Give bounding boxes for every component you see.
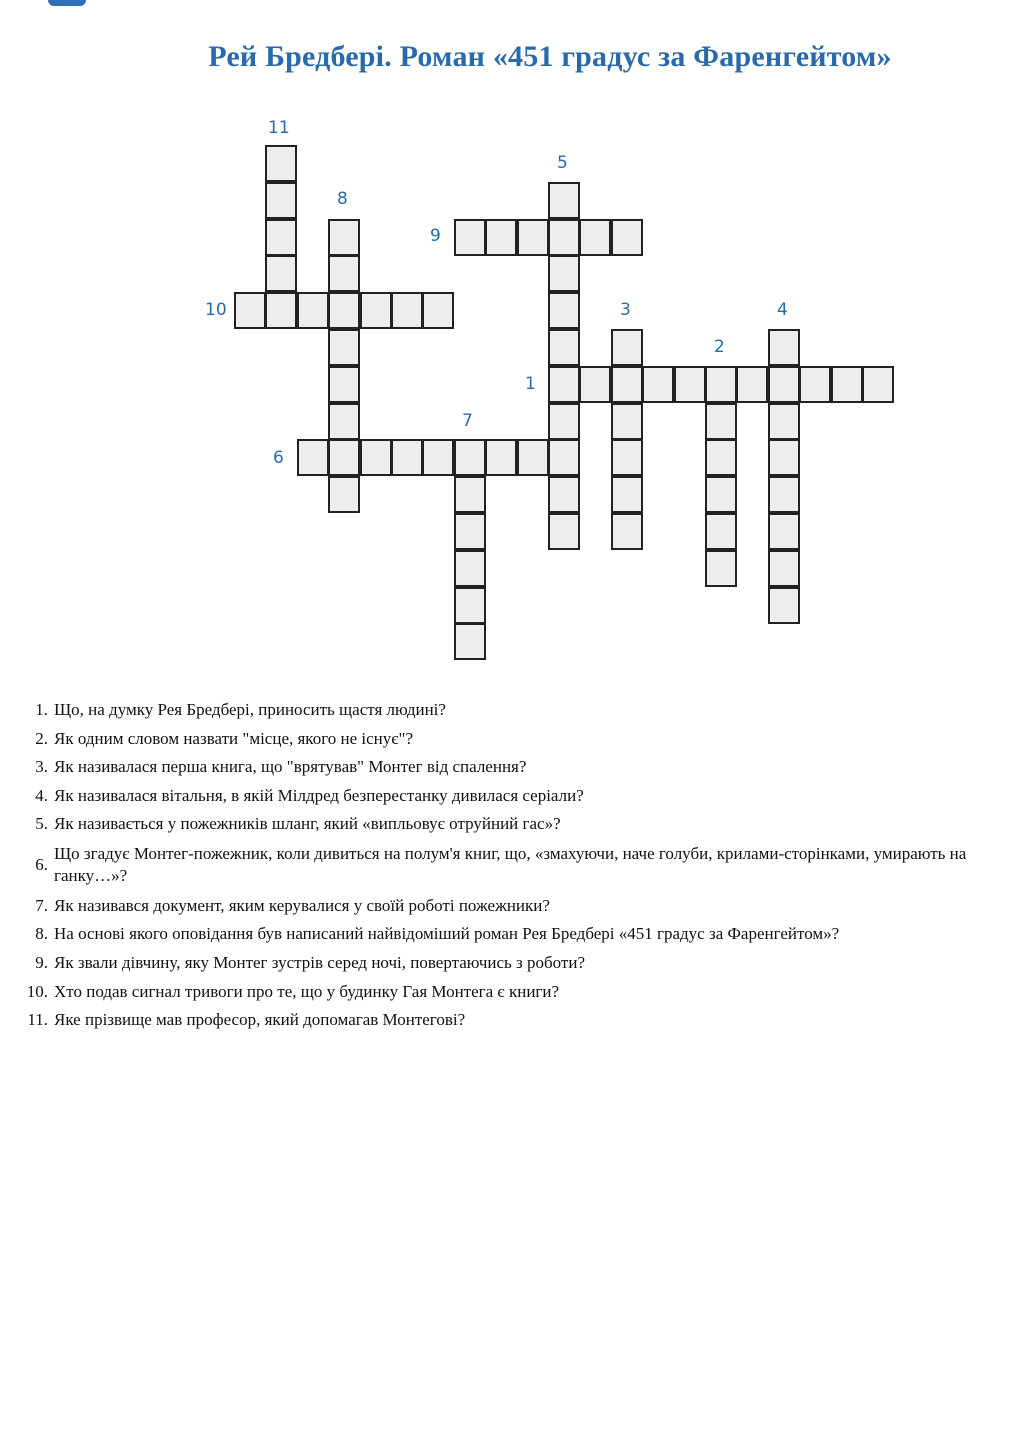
crossword-cell[interactable]: [548, 292, 580, 329]
crossword-cell[interactable]: [485, 439, 517, 476]
question-number: 6.: [35, 855, 48, 875]
crossword-cell[interactable]: [548, 366, 580, 403]
clue-number-5: 5: [557, 153, 568, 173]
crossword-cell[interactable]: [548, 476, 580, 513]
crossword-cell[interactable]: [768, 476, 800, 513]
crossword-cell[interactable]: [862, 366, 894, 403]
question-number: 9.: [35, 952, 48, 972]
crossword-cell[interactable]: [360, 292, 392, 329]
question-text: Хто подав сигнал тривоги про те, що у будинку Гая Монтега є книги?: [54, 981, 560, 1001]
clue-number-10: 10: [205, 300, 227, 320]
crossword-cell[interactable]: [579, 219, 611, 256]
question-item: [0, 896, 1034, 916]
crossword-cell[interactable]: [454, 219, 486, 256]
crossword-cell[interactable]: [265, 182, 297, 219]
crossword-cell[interactable]: [736, 366, 768, 403]
question-item: [0, 924, 1034, 944]
question-text: На основі якого оповідання був написаний найвідоміший роман Рея Бредбері «451 градус за Фаренгейтом»?: [54, 924, 840, 944]
question-number: 2.: [35, 728, 48, 748]
crossword-cell[interactable]: [548, 513, 580, 550]
crossword-cell[interactable]: [548, 329, 580, 366]
clue-number-6: 6: [273, 448, 284, 468]
crossword-cell[interactable]: [328, 403, 360, 440]
question-item: [0, 700, 1034, 720]
crossword-cell[interactable]: [422, 439, 454, 476]
crossword-cell[interactable]: [768, 513, 800, 550]
page-title: Рей Бредбері. Роман «451 градус за Фаренгейтом»: [208, 40, 892, 73]
question-item: [0, 814, 1034, 834]
question-text: Як одним словом назвати "місце, якого не існує"?: [54, 728, 414, 748]
crossword-cell[interactable]: [768, 587, 800, 624]
crossword-cell[interactable]: [705, 366, 737, 403]
crossword-cell[interactable]: [548, 182, 580, 219]
question-number: 11.: [27, 1010, 48, 1030]
clue-number-8: 8: [337, 189, 348, 209]
crossword-cell[interactable]: [391, 439, 423, 476]
crossword-cell[interactable]: [391, 292, 423, 329]
crossword-cell[interactable]: [611, 439, 643, 476]
clue-number-11: 11: [268, 118, 290, 138]
clue-number-1: 1: [525, 374, 536, 394]
question-number: 1.: [35, 700, 48, 719]
crossword-cell[interactable]: [611, 366, 643, 403]
crossword-cell[interactable]: [674, 366, 706, 403]
question-item: [0, 843, 1034, 887]
question-number: 7.: [35, 895, 48, 915]
question-text: Як називається у пожежників шланг, який «випльовує отруйний гас»?: [54, 814, 561, 834]
question-item: [0, 953, 1034, 973]
question-number: 5.: [35, 814, 48, 834]
question-number: 10.: [26, 981, 48, 1001]
clue-number-9: 9: [430, 226, 441, 246]
crossword-cell[interactable]: [611, 403, 643, 440]
crossword-cell[interactable]: [705, 403, 737, 440]
crossword-cell[interactable]: [705, 439, 737, 476]
crossword-cell[interactable]: [611, 329, 643, 366]
clue-number-2: 2: [714, 337, 725, 357]
crossword-cell[interactable]: [328, 439, 360, 476]
question-text: Як називалася перша книга, що "врятував" Монтег від спалення?: [54, 757, 527, 777]
crossword-cell[interactable]: [831, 366, 863, 403]
crossword-grid: [0, 0, 1034, 680]
questions-list: [0, 700, 1034, 1039]
crossword-cell[interactable]: [705, 550, 737, 587]
question-item: [0, 1010, 1034, 1030]
question-number: 4.: [35, 785, 48, 805]
question-number: 3.: [35, 757, 48, 777]
crossword-cell[interactable]: [517, 219, 549, 256]
question-text: Що згадує Монтег-пожежник, коли дивиться на полум'я книг, що, «змахуючи, наче голуби, крилами-сторінками, умирають на ганку…»?: [54, 843, 967, 886]
crossword-cell[interactable]: [548, 403, 580, 440]
question-item: [0, 786, 1034, 806]
question-item: [0, 757, 1034, 777]
crossword-cell[interactable]: [328, 329, 360, 366]
clue-number-3: 3: [620, 300, 631, 320]
crossword-cell[interactable]: [297, 292, 329, 329]
crossword-cell[interactable]: [454, 587, 486, 624]
crossword-cell[interactable]: [611, 476, 643, 513]
crossword-cell[interactable]: [799, 366, 831, 403]
crossword-cell[interactable]: [548, 219, 580, 256]
crossword-cell[interactable]: [768, 403, 800, 440]
crossword-cell[interactable]: [265, 145, 297, 182]
crossword-cell[interactable]: [454, 550, 486, 587]
crossword-cell[interactable]: [265, 255, 297, 292]
crossword-cell[interactable]: [705, 513, 737, 550]
crossword-cell[interactable]: [234, 292, 266, 329]
crossword-cell[interactable]: [328, 255, 360, 292]
crossword-cell[interactable]: [328, 366, 360, 403]
crossword-cell[interactable]: [548, 439, 580, 476]
question-number: 8.: [35, 924, 48, 944]
clue-number-7: 7: [462, 411, 473, 431]
crossword-cell[interactable]: [548, 255, 580, 292]
crossword-cell[interactable]: [328, 476, 360, 513]
crossword-cell[interactable]: [611, 219, 643, 256]
crossword-cell[interactable]: [768, 366, 800, 403]
question-item: [0, 982, 1034, 1002]
crossword-cell[interactable]: [705, 476, 737, 513]
crossword-cell[interactable]: [768, 439, 800, 476]
crossword-cell[interactable]: [642, 366, 674, 403]
crossword-cell[interactable]: [768, 550, 800, 587]
question-text: Як звали дівчину, яку Монтег зустрів серед ночі, повертаючись з роботи?: [54, 952, 585, 972]
crossword-cell[interactable]: [328, 292, 360, 329]
crossword-cell[interactable]: [768, 329, 800, 366]
crossword-cell[interactable]: [422, 292, 454, 329]
crossword-cell[interactable]: [611, 513, 643, 550]
crossword-cell[interactable]: [454, 476, 486, 513]
crossword-cell[interactable]: [360, 439, 392, 476]
question-text: Як називалася вітальня, в якій Мілдред безперестанку дивилася серіали?: [54, 785, 584, 805]
crossword-cell[interactable]: [517, 439, 549, 476]
question-text: Як називався документ, яким керувалися у своїй роботі пожежники?: [54, 895, 550, 915]
question-item: [0, 729, 1034, 749]
crossword-cell[interactable]: [328, 219, 360, 256]
clue-number-4: 4: [777, 300, 788, 320]
crossword-cell[interactable]: [485, 219, 517, 256]
crossword-cell[interactable]: [454, 623, 486, 660]
crossword-cell[interactable]: [297, 439, 329, 476]
question-text: Що, на думку Рея Бредбері, приносить щастя людині?: [54, 700, 446, 719]
crossword-cell[interactable]: [265, 292, 297, 329]
question-text: Яке прізвище мав професор, який допомагав Монтегові?: [54, 1010, 466, 1030]
crossword-cell[interactable]: [454, 439, 486, 476]
crossword-cell[interactable]: [265, 219, 297, 256]
crossword-cell[interactable]: [454, 513, 486, 550]
crossword-cell[interactable]: [579, 366, 611, 403]
